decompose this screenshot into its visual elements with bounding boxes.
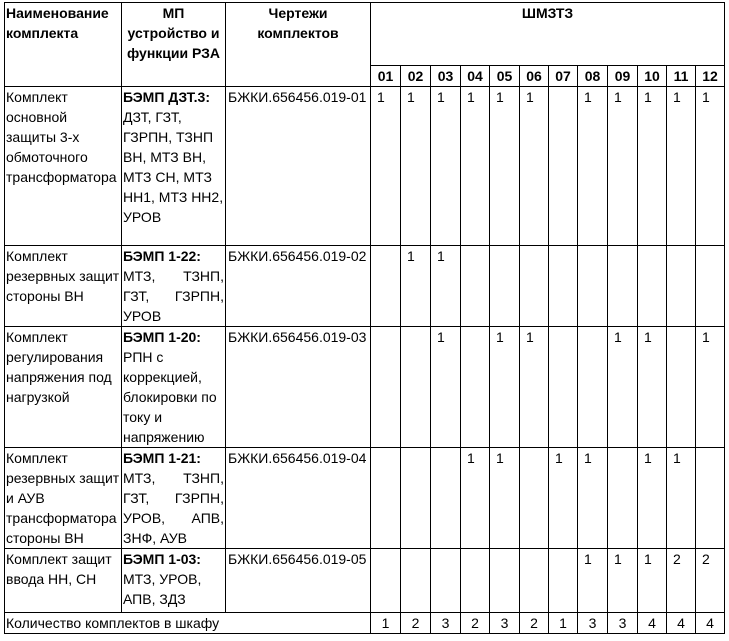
kit-count-cell: [578, 327, 608, 448]
kit-name: Комплект основной защиты 3-х обмоточного трансформатора: [5, 87, 122, 246]
kit-drawing: БЖКИ.656456.019-01: [226, 87, 371, 246]
column-number: 09: [608, 66, 638, 87]
device-functions: МТЗ, ТЗНП, ГЗТ, ГЗРПН, УРОВ: [123, 268, 224, 324]
total-count: 4: [638, 613, 667, 634]
kit-name: Комплект резервных защит и АУВ трансформатора стороны ВН: [5, 448, 122, 549]
kit-count-cell: [520, 246, 549, 327]
table-row: [5, 246, 725, 327]
total-count: 1: [371, 613, 401, 634]
kit-count-cell: [490, 549, 520, 613]
total-count: 4: [667, 613, 696, 634]
kit-name: Комплект защит ввода НН, СН: [5, 549, 122, 613]
kit-count-cell: 2: [696, 549, 725, 613]
kit-count-cell: [371, 549, 401, 613]
kit-count-cell: [461, 549, 490, 613]
column-number: 05: [490, 66, 520, 87]
kit-count-cell: [401, 549, 431, 613]
header-cabinet: ШМЗТЗ: [371, 3, 725, 66]
device-functions: РПН с коррекцией, блокировки по току и напряжению: [123, 349, 217, 445]
column-number: 12: [696, 66, 725, 87]
kit-count-cell: 1: [490, 448, 520, 549]
column-number: 10: [638, 66, 667, 87]
kit-count-cell: [371, 448, 401, 549]
kit-count-cell: 1: [578, 448, 608, 549]
kit-count-cell: 1: [371, 87, 401, 246]
kit-count-cell: [549, 246, 578, 327]
kit-count-cell: [578, 246, 608, 327]
kit-count-cell: 2: [667, 549, 696, 613]
kit-count-cell: 1: [638, 87, 667, 246]
total-count: 2: [520, 613, 549, 634]
device-functions: ДЗТ, ГЗТ, ГЗРПН, ТЗНП ВН, МТЗ ВН, МТЗ СН, МТЗ НН1, МТЗ НН2, УРОВ: [123, 109, 224, 225]
kit-device: [122, 87, 226, 246]
kit-count-cell: 1: [608, 327, 638, 448]
total-count: 1: [549, 613, 578, 634]
kit-count-cell: 1: [667, 87, 696, 246]
kit-count-cell: 1: [490, 327, 520, 448]
device-name: БЭМП 1-22:: [123, 248, 201, 264]
column-number: 11: [667, 66, 696, 87]
kit-count-cell: [490, 246, 520, 327]
kit-count-cell: [608, 246, 638, 327]
kit-count-cell: [401, 327, 431, 448]
kit-count-cell: 1: [696, 327, 725, 448]
kit-drawing: БЖКИ.656456.019-03: [226, 327, 371, 448]
header-drawings: Чертежи комплектов: [226, 3, 371, 87]
device-functions: МТЗ, УРОВ, АПВ, ЗДЗ: [123, 571, 202, 607]
kit-device: [122, 448, 226, 549]
kit-count-cell: 1: [667, 448, 696, 549]
kit-count-cell: [461, 327, 490, 448]
table-row: [5, 549, 725, 613]
kit-count-cell: 1: [431, 327, 461, 448]
total-count: 2: [461, 613, 490, 634]
kit-count-cell: [431, 448, 461, 549]
kit-count-cell: [667, 246, 696, 327]
kit-count-cell: 1: [461, 448, 490, 549]
kit-count-cell: [431, 549, 461, 613]
kit-count-cell: 1: [638, 448, 667, 549]
kit-count-cell: 1: [549, 448, 578, 549]
total-count: 4: [696, 613, 725, 634]
kit-count-cell: 1: [696, 87, 725, 246]
kit-count-cell: [520, 549, 549, 613]
kit-count-cell: [401, 448, 431, 549]
total-count: 3: [490, 613, 520, 634]
kit-device: [122, 549, 226, 613]
kit-count-cell: 1: [520, 327, 549, 448]
kit-name: Комплект резервных защит стороны ВН: [5, 246, 122, 327]
device-name: БЭМП 1-03:: [123, 551, 201, 567]
kit-count-cell: [549, 87, 578, 246]
column-number: 04: [461, 66, 490, 87]
kit-count-cell: 1: [461, 87, 490, 246]
device-functions: МТЗ, ТЗНП, ГЗТ, ГЗРПН, УРОВ, АПВ, ЗНФ, АУВ: [123, 470, 224, 546]
header-mp-device: МП устройство и функции РЗА: [122, 3, 226, 87]
kits-table: [4, 2, 725, 634]
kit-count-cell: 1: [578, 549, 608, 613]
total-count: 3: [608, 613, 638, 634]
kit-device: [122, 246, 226, 327]
table-row: [5, 327, 725, 448]
kit-count-cell: 1: [520, 87, 549, 246]
total-count: 3: [431, 613, 461, 634]
kit-count-cell: [696, 448, 725, 549]
kit-count-cell: [371, 246, 401, 327]
header-kit-name: Наименование комплекта: [5, 3, 122, 87]
kit-count-cell: 1: [638, 327, 667, 448]
device-name: БЭМП 1-20:: [123, 329, 201, 345]
kit-count-cell: 1: [638, 549, 667, 613]
kit-count-cell: 1: [401, 87, 431, 246]
kit-drawing: БЖКИ.656456.019-02: [226, 246, 371, 327]
kit-drawing: БЖКИ.656456.019-05: [226, 549, 371, 613]
kit-count-cell: [638, 246, 667, 327]
kit-count-cell: [520, 448, 549, 549]
column-number: 07: [549, 66, 578, 87]
kit-name: Комплект регулирования напряжения под нагрузкой: [5, 327, 122, 448]
column-number: 03: [431, 66, 461, 87]
kit-count-cell: 1: [490, 87, 520, 246]
kit-count-cell: [549, 327, 578, 448]
table-row: [5, 87, 725, 246]
kit-count-cell: [461, 246, 490, 327]
kit-count-cell: [608, 448, 638, 549]
column-number: 06: [520, 66, 549, 87]
column-number: 02: [401, 66, 431, 87]
totals-label: Количество комплектов в шкафу: [5, 613, 371, 634]
kit-count-cell: 1: [431, 246, 461, 327]
kit-drawing: БЖКИ.656456.019-04: [226, 448, 371, 549]
kit-device: [122, 327, 226, 448]
device-name: БЭМП 1-21:: [123, 450, 201, 466]
kit-count-cell: 1: [608, 87, 638, 246]
kit-count-cell: 1: [608, 549, 638, 613]
column-number: 01: [371, 66, 401, 87]
table-row: [5, 448, 725, 549]
device-name: БЭМП ДЗТ.3:: [123, 89, 210, 105]
kit-count-cell: 1: [401, 246, 431, 327]
kit-count-cell: [696, 246, 725, 327]
kit-count-cell: [667, 327, 696, 448]
column-number: 08: [578, 66, 608, 87]
total-count: 2: [401, 613, 431, 634]
kit-count-cell: 1: [431, 87, 461, 246]
kit-count-cell: [549, 549, 578, 613]
kit-count-cell: 1: [578, 87, 608, 246]
total-count: 3: [578, 613, 608, 634]
kit-count-cell: [371, 327, 401, 448]
totals-row: [5, 613, 725, 634]
